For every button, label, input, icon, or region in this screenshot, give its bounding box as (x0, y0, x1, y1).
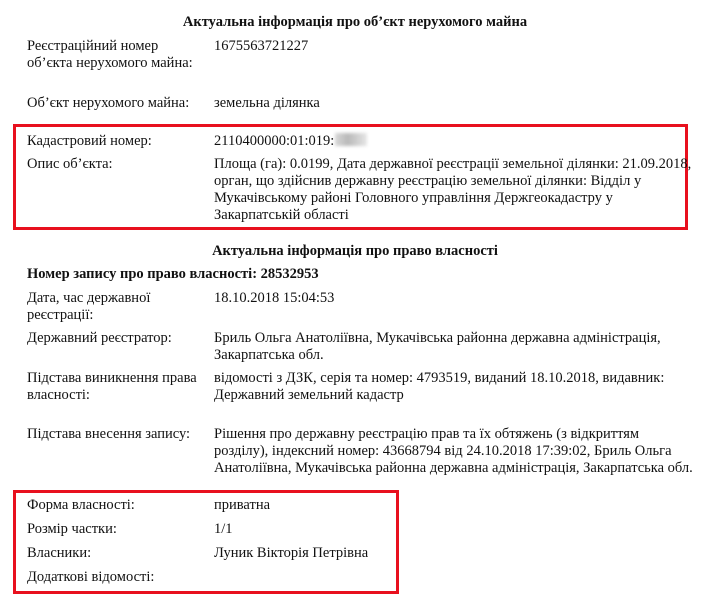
cadastral-number-field (214, 133, 694, 150)
object-section-heading: Актуальна інформація про об’єкт нерухомого майна (182, 14, 528, 30)
reg-number-value: 1675563721227 (214, 38, 309, 54)
ownership-form-label: Форма власності: (27, 497, 135, 513)
record-number: Номер запису про право власності: 28532953 (27, 266, 319, 282)
registrar-value: Бриль Ольга Анатоліївна, Мукачівська районна державна адміністрація, Закарпатська обл. (214, 330, 661, 363)
registration-date-label: Дата, час державної реєстрації: (27, 290, 151, 323)
registrar-label: Державний реєстратор: (27, 330, 172, 346)
cadastral-number-label: Кадастровий номер: (27, 133, 152, 149)
object-type-value: земельна ділянка (214, 95, 320, 111)
ownership-basis-label: Підстава виникнення права власності: (27, 370, 197, 403)
entry-basis-value: Рішення про державну реєстрацію прав та їх обтяжень (з відкриттям розділу), індексний номер: 43668794 від 24.10.2018 17:39:02, Бриль Ольга Анатоліївна, Мукачівська районна державна адміністрація, Закарпатська обл. (214, 426, 693, 476)
ownership-section-heading: Актуальна інформація про право власності (212, 243, 498, 259)
cadastral-number-value: 2110400000:01:019: (214, 133, 335, 149)
owners-value: Луник Вікторія Петрівна (214, 545, 369, 561)
entry-basis-label: Підстава внесення запису: (27, 426, 191, 442)
owners-label: Власники: (27, 545, 92, 561)
ownership-form-value: приватна (214, 497, 271, 513)
reg-number-label: Реєстраційний номер об’єкта нерухомого майна: (27, 38, 193, 71)
object-type-label: Об’єкт нерухомого майна: (27, 95, 190, 111)
ownership-basis-value: відомості з ДЗК, серія та номер: 4793519, виданий 18.10.2018, видавник: Державний земельний кадастр (214, 370, 665, 403)
registration-date-value: 18.10.2018 15:04:53 (214, 290, 335, 306)
description-label: Опис об’єкта: (27, 156, 113, 172)
additional-info-label: Додаткові відомості: (27, 569, 155, 585)
share-label: Розмір частки: (27, 521, 117, 537)
redacted-blur (335, 133, 367, 146)
share-value: 1/1 (214, 521, 233, 537)
description-value: Площа (га): 0.0199, Дата державної реєстрації земельної ділянки: 21.09.2018, орган, що здійснив державну реєстрацію земельної ділянки: Відділ у Мукачівському районі Головного управління Держгеокадастру у Закарпатській області (214, 156, 692, 223)
